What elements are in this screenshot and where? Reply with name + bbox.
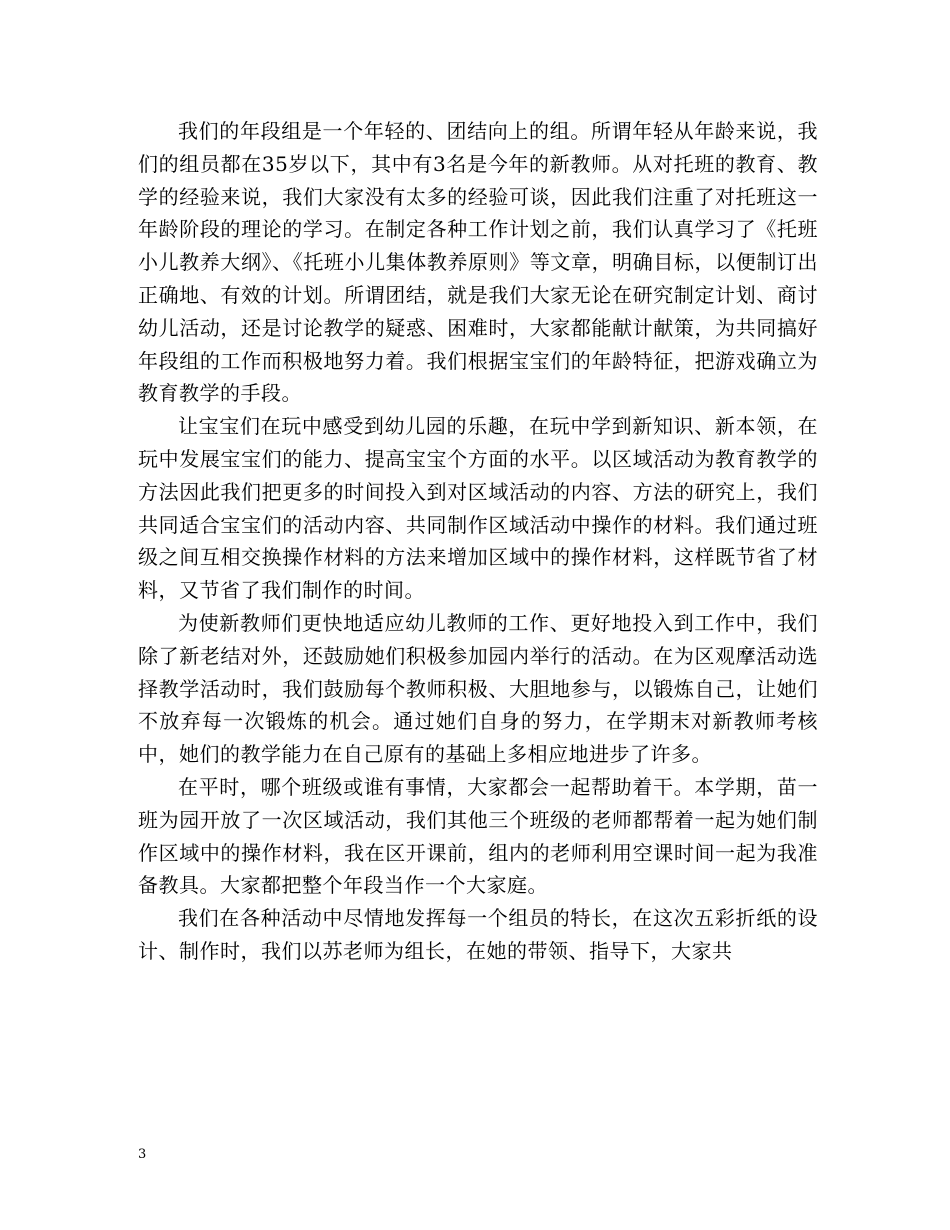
paragraph-3: 为使新教师们更快地适应幼儿教师的工作、更好地投入到工作中，我们除了新老结对外，还鼓励她们积极参加园内举行的活动。在为区观摩活动选择教学活动时，我们鼓励每个教师积极、大胆地参与，以锻炼自己，让她们不放弃每一次锻炼的机会。通过她们自身的努力，在学期末对新教师考核中，她们的教学能力在自己原有的基础上多相应地进步了许多。 [138,610,818,767]
paragraph-4: 在平时，哪个班级或谁有事情，大家都会一起帮助着干。本学期，苗一班为园开放了一次区域活动，我们其他三个班级的老师都帮着一起为她们制作区域中的操作材料，我在区开课前，组内的老师利用空课时间一起为我准备教具。大家都把整个年段当作一个大家庭。 [138,774,818,898]
paragraph-5: 我们在各种活动中尽情地发挥每一个组员的特长，在这次五彩折纸的设计、制作时，我们以苏老师为组长，在她的带领、指导下，大家共 [138,906,818,963]
page-number: 3 [138,1147,147,1162]
paragraph-2: 让宝宝们在玩中感受到幼儿园的乐趣，在玩中学到新知识、新本领，在玩中发展宝宝们的能力、提高宝宝个方面的水平。以区域活动为教育教学的方法因此我们把更多的时间投入到对区域活动的内容、方法的研究上，我们共同适合宝宝们的活动内容、共同制作区域活动中操作的材料。我们通过班级之间互相交换操作材料的方法来增加区域中的操作材料，这样既节省了材料，又节省了我们制作的时间。 [138,414,818,603]
body-text [138,115,818,968]
paragraph-1: 我们的年段组是一个年轻的、团结向上的组。所谓年轻从年龄来说，我们的组员都在35岁以下，其中有3名是今年的新教师。从对托班的教育、教学的经验来说，我们大家没有太多的经验可谈，因此我们注重了对托班这一年龄阶段的理论的学习。在制定各种工作计划之前，我们认真学习了《托班小儿教养大纲》、《托班小儿集体教养原则》等文章，明确目标，以便制订出正确地、有效的计划。所谓团结，就是我们大家无论在研究制定计划、商讨幼儿活动，还是讨论教学的疑惑、困难时，大家都能献计献策，为共同搞好年段组的工作而积极地努力着。我们根据宝宝们的年龄特征，把游戏确立为教育教学的手段。 [138,119,818,406]
